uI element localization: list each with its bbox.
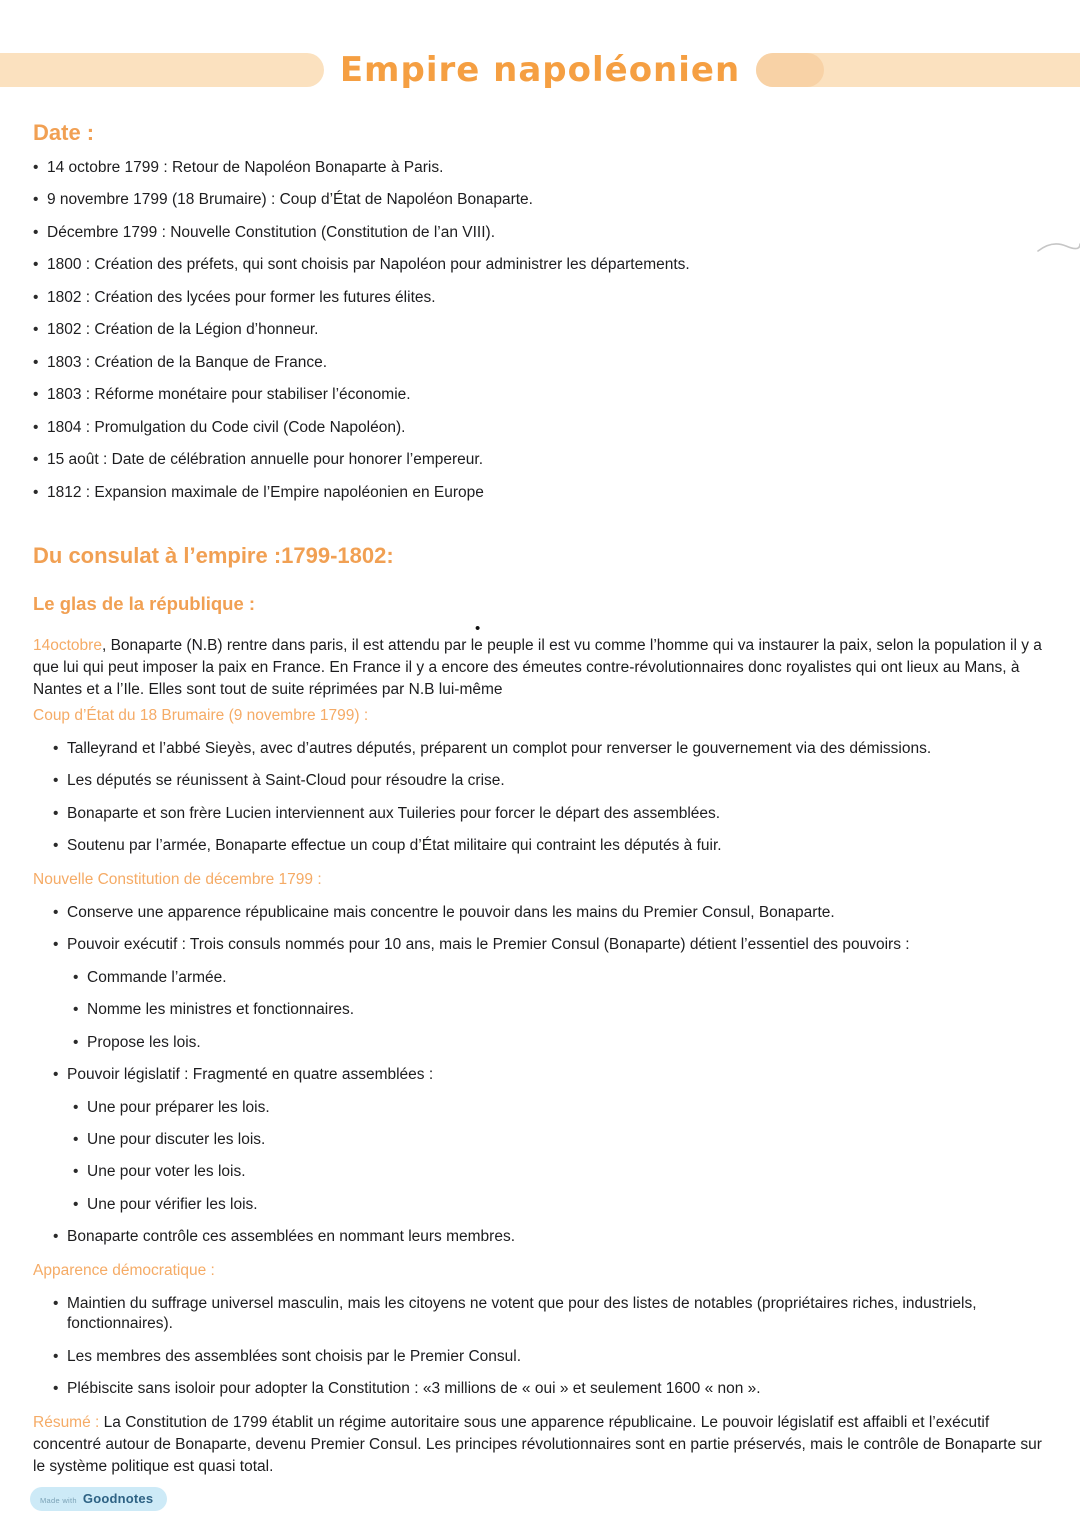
list-item: • 1802 : Création des lycées pour former les futures élites.	[33, 288, 1047, 308]
banner-band-cap	[756, 53, 824, 87]
goodnotes-badge[interactable]	[30, 1487, 167, 1511]
apparence-label: Apparence démocratique :	[33, 1261, 215, 1279]
list-item: • 1812 : Expansion maximale de l’Empire napoléonien en Europe	[33, 483, 1047, 503]
resume-text: La Constitution de 1799 établit un régime autoritaire sous une apparence républicaine. Le pouvoir législatif est affaibli et l’exécutif concentré autour de Bonaparte, devenu Premier Consul. Les principes révolutionnaires sont en partie préservés, mais le contrôle de Bonaparte sur le système politique est quasi total.	[33, 1413, 1042, 1475]
made-with-label: Made with	[40, 1496, 77, 1505]
list-item: • Propose les lois.	[73, 1033, 1047, 1053]
list-item: • Soutenu par l’armée, Bonaparte effectue un coup d’État militaire qui contraint les députés à fuir.	[53, 836, 1047, 856]
list-item: • 1800 : Création des préfets, qui sont choisis par Napoléon pour administrer les départements.	[33, 255, 1047, 275]
constitution-list	[33, 903, 1047, 1248]
page-footer	[30, 1487, 167, 1511]
intro-paragraph	[33, 635, 1047, 701]
banner-band-right	[756, 53, 1080, 87]
list-item: • Plébiscite sans isoloir pour adopter la Constitution : «3 millions de « oui » et seulement 1600 « non ».	[53, 1379, 1047, 1399]
banner-band-left	[0, 53, 324, 87]
resume-lead: Résumé :	[33, 1413, 100, 1431]
list-item: • 9 novembre 1799 (18 Brumaire) : Coup d’État de Napoléon Bonaparte.	[33, 190, 1047, 210]
apparence-list	[53, 1294, 1047, 1400]
intro-text: , Bonaparte (N.B) rentre dans paris, il est attendu par le peuple il est vu comme l’homme qui va instaurer la paix, selon la population il y a que lui qui peut imposer la paix en France. En France il y a encore des émeutes contre-révolutionnaires donc royalistes qui ont lieux au Mans, à Nantes et a l’Ile. Elles sont tout de suite réprimées par N.B lui-même	[33, 636, 1042, 698]
list-item: • Nomme les ministres et fonctionnaires.	[73, 1000, 1047, 1020]
stray-bullet: •	[475, 620, 481, 637]
date-heading: Date :	[33, 120, 95, 145]
title-banner	[0, 52, 1080, 88]
list-item: • Conserve une apparence républicaine mais concentre le pouvoir dans les mains du Premier Consul, Bonaparte.	[53, 903, 1047, 923]
note-content	[0, 120, 1080, 1478]
list-item: • 1803 : Création de la Banque de France.	[33, 353, 1047, 373]
list-item: • Les députés se réunissent à Saint-Cloud pour résoudre la crise.	[53, 771, 1047, 791]
page-title: Empire napoléonien	[339, 50, 741, 90]
date-list	[33, 158, 1047, 503]
list-item: • 15 août : Date de célébration annuelle pour honorer l’empereur.	[33, 450, 1047, 470]
glas-subheading: Le glas de la république :	[33, 592, 256, 614]
list-item: • 1802 : Création de la Légion d’honneur.	[33, 320, 1047, 340]
list-item: • Les membres des assemblées sont choisis par le Premier Consul.	[53, 1347, 1047, 1367]
list-item: • Commande l’armée.	[73, 968, 1047, 988]
list-item: • Maintien du suffrage universel masculin, mais les citoyens ne votent que pour des listes de notables (propriétaires riches, industriels, fonctionnaires).	[53, 1294, 1047, 1335]
list-item: • 1803 : Réforme monétaire pour stabiliser l’économie.	[33, 385, 1047, 405]
list-item: • Bonaparte contrôle ces assemblées en nommant leurs membres.	[53, 1227, 1047, 1247]
brumaire-label: Coup d’État du 18 Brumaire (9 novembre 1799) :	[33, 706, 369, 724]
list-item: • Pouvoir législatif : Fragmenté en quatre assemblées :	[53, 1065, 1047, 1085]
list-item: • 14 octobre 1799 : Retour de Napoléon Bonaparte à Paris.	[33, 158, 1047, 178]
brumaire-list	[53, 739, 1047, 857]
consulat-heading: Du consulat à l’empire :1799-1802:	[33, 542, 394, 568]
constitution-label: Nouvelle Constitution de décembre 1799 :	[33, 870, 322, 888]
list-item: • Pouvoir exécutif : Trois consuls nommés pour 10 ans, mais le Premier Consul (Bonaparte) détient l’essentiel des pouvoirs :	[53, 935, 1047, 955]
resume-paragraph	[33, 1412, 1047, 1478]
intro-lead: 14octobre	[33, 636, 102, 654]
list-item: • Une pour préparer les lois.	[73, 1098, 1047, 1118]
list-item: • Bonaparte et son frère Lucien interviennent aux Tuileries pour forcer le départ des assemblées.	[53, 804, 1047, 824]
goodnotes-brand: Goodnotes	[82, 1491, 154, 1506]
list-item: • Une pour vérifier les lois.	[73, 1195, 1047, 1215]
list-item: • 1804 : Promulgation du Code civil (Code Napoléon).	[33, 418, 1047, 438]
list-item: • Une pour voter les lois.	[73, 1162, 1047, 1182]
list-item: • Une pour discuter les lois.	[73, 1130, 1047, 1150]
list-item: • Talleyrand et l’abbé Sieyès, avec d’autres députés, préparent un complot pour renverser le gouvernement via des démissions.	[53, 739, 1047, 759]
list-item: • Décembre 1799 : Nouvelle Constitution (Constitution de l’an VIII).	[33, 223, 1047, 243]
